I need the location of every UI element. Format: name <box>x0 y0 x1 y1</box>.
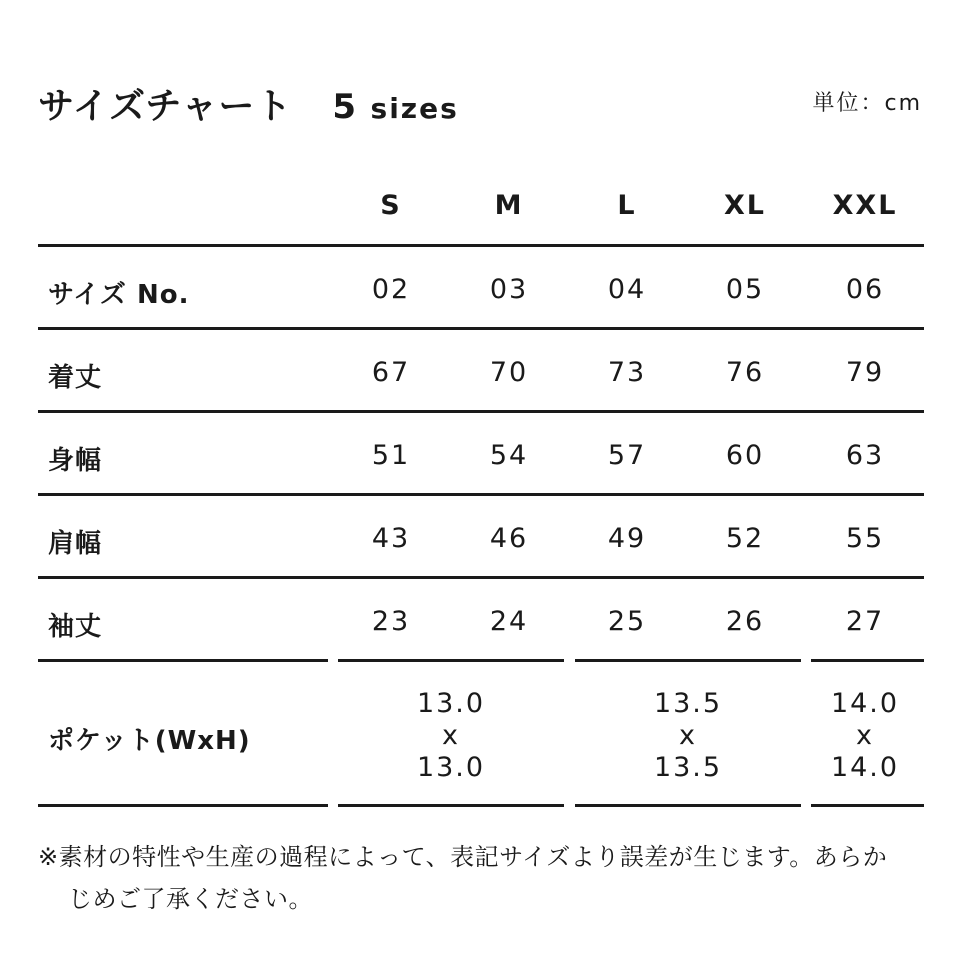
title-main: サイズチャート <box>38 86 293 127</box>
table-cell: 05 <box>725 274 765 305</box>
col-header-s: S <box>380 190 402 221</box>
header-divider <box>38 244 924 247</box>
col-header-xxl: XXL <box>832 190 898 221</box>
pocket-divider-sm <box>338 659 564 662</box>
table-cell: 79 <box>845 357 885 388</box>
bottom-divider-label <box>38 804 328 807</box>
table-cell: 63 <box>845 440 885 471</box>
col-header-xl: XL <box>723 190 767 221</box>
table-cell: 24 <box>489 606 529 637</box>
size-count-label: sizes <box>370 92 459 125</box>
col-header-m: M <box>494 190 524 221</box>
row-divider <box>38 576 924 579</box>
table-cell: 73 <box>607 357 647 388</box>
row-label-sleeve-length: 袖丈 <box>48 612 103 642</box>
pocket-width: 13.5 <box>653 688 723 719</box>
table-cell: 52 <box>725 523 765 554</box>
footnote-line: じめご了承ください。 <box>68 885 313 913</box>
table-cell: 54 <box>489 440 529 471</box>
pocket-width: 13.0 <box>416 688 486 719</box>
footnote <box>38 836 928 920</box>
table-cell: 27 <box>845 606 885 637</box>
row-divider <box>38 410 924 413</box>
pocket-width: 14.0 <box>830 688 900 719</box>
table-cell: 23 <box>371 606 411 637</box>
pocket-times: x <box>442 720 460 751</box>
table-cell: 70 <box>489 357 529 388</box>
size-count: 5 <box>332 87 357 127</box>
bottom-divider-xxl <box>811 804 924 807</box>
row-divider <box>38 327 924 330</box>
table-cell: 76 <box>725 357 765 388</box>
row-label-size-no: サイズ No. <box>48 280 190 310</box>
row-label-body-width: 身幅 <box>48 446 103 476</box>
bottom-divider-lxl <box>575 804 801 807</box>
pocket-divider-label <box>38 659 328 662</box>
row-label-shoulder-width: 肩幅 <box>48 529 103 559</box>
table-cell: 51 <box>371 440 411 471</box>
pocket-times: x <box>679 720 697 751</box>
table-cell: 55 <box>845 523 885 554</box>
pocket-height: 14.0 <box>830 752 900 783</box>
row-divider <box>38 493 924 496</box>
table-cell: 57 <box>607 440 647 471</box>
row-label-pocket: ポケット(WxH) <box>48 726 251 756</box>
pocket-divider-lxl <box>575 659 801 662</box>
table-cell: 60 <box>725 440 765 471</box>
pocket-size-xxl <box>795 688 935 784</box>
pocket-size-lxl <box>618 688 758 784</box>
table-cell: 26 <box>725 606 765 637</box>
table-cell: 46 <box>489 523 529 554</box>
table-cell: 03 <box>489 274 529 305</box>
bottom-divider-sm <box>338 804 564 807</box>
pocket-divider-xxl <box>811 659 924 662</box>
table-cell: 02 <box>371 274 411 305</box>
table-cell: 04 <box>607 274 647 305</box>
col-header-l: L <box>617 190 637 221</box>
footnote-line: ※素材の特性や生産の過程によって、表記サイズより誤差が生じます。あらか <box>38 843 888 871</box>
table-cell: 43 <box>371 523 411 554</box>
table-cell: 67 <box>371 357 411 388</box>
unit-label: 単位：cm <box>812 91 922 116</box>
row-label-length: 着丈 <box>48 363 103 393</box>
pocket-height: 13.0 <box>416 752 486 783</box>
table-cell: 49 <box>607 523 647 554</box>
pocket-height: 13.5 <box>653 752 723 783</box>
pocket-times: x <box>856 720 874 751</box>
pocket-size-sm <box>381 688 521 784</box>
table-cell: 06 <box>845 274 885 305</box>
table-cell: 25 <box>607 606 647 637</box>
page-title <box>38 78 459 129</box>
